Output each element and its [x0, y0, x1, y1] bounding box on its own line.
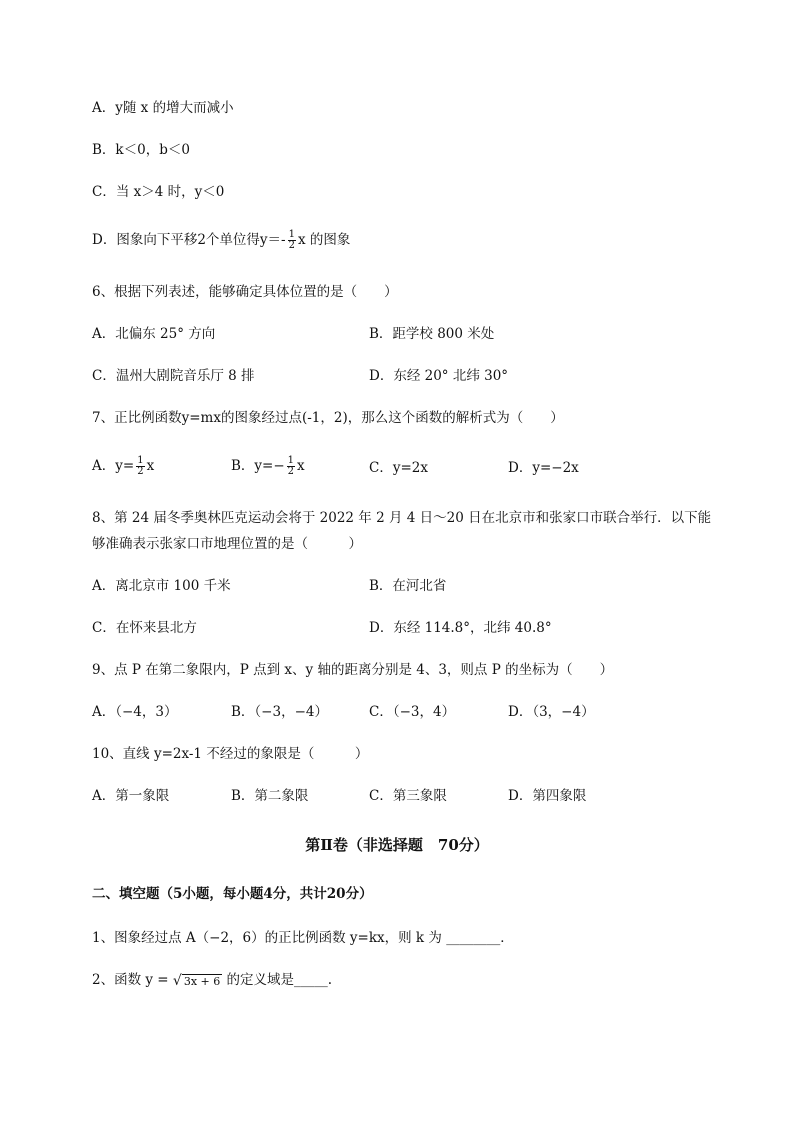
fraction: [136, 456, 144, 477]
q7-option-d: D．y=−2x: [508, 460, 579, 476]
q5-option-d-suffix: x 的图象: [297, 232, 351, 248]
q10-option-a: A．第一象限: [92, 788, 170, 804]
q8-stem-line1: 8、第 24 届冬季奥林匹克运动会将于 2022 年 2 月 4 日～20 日在北京市和张家口市联合举行．以下能: [92, 510, 712, 526]
q6-option-c: C．温州大剧院音乐厅 8 排: [92, 368, 255, 384]
q5-option-d: [92, 230, 350, 251]
q10-stem: 10、直线 y=2x-1 不经过的象限是（ ）: [92, 746, 369, 762]
q5-option-c: C．当 x＞4 时，y＜0: [92, 184, 225, 200]
q7-option-a: [92, 456, 154, 477]
fraction: [288, 230, 296, 251]
q8-option-a: A．离北京市 100 千米: [92, 578, 231, 594]
part2-title: 第Ⅱ卷（非选择题 70分）: [305, 836, 489, 854]
q9-option-c: C．（−3，4）: [369, 704, 456, 720]
q6-option-d: D．东经 20° 北纬 30°: [369, 368, 509, 384]
q8-option-d: D．东经 114.8°，北纬 40.8°: [369, 620, 552, 636]
fill-question-1: 1、图象经过点 A（−2，6）的正比例函数 y=kx，则 k 为 ________．: [92, 930, 514, 946]
radicand: 3x + 6: [183, 974, 221, 988]
q7-option-b: [231, 456, 305, 477]
q9-option-a: A．（−4，3）: [92, 704, 178, 720]
square-root: [173, 971, 222, 991]
fraction-denominator: 2: [137, 466, 144, 477]
fill-question-2: [92, 970, 332, 991]
q5-option-d-prefix: D．图象向下平移2个单位得y＝-: [92, 232, 286, 248]
fraction-numerator: 1: [137, 455, 144, 466]
q9-option-b: B．（−3，−4）: [231, 704, 328, 720]
q8-option-c: C．在怀来县北方: [92, 620, 197, 636]
fraction-denominator: 2: [287, 466, 295, 477]
q7-option-a-prefix: A．y=: [92, 458, 135, 474]
q7-option-a-suffix: x: [146, 458, 155, 474]
q7-option-b-suffix: x: [297, 458, 305, 474]
q10-option-c: C．第三象限: [369, 788, 447, 804]
fraction: [287, 456, 295, 477]
fill-question-2-prefix: 2、函数 y =: [92, 972, 173, 988]
q9-option-d: D．（3，−4）: [508, 704, 595, 720]
q8-option-b: B．在河北省: [369, 578, 447, 594]
fill-section-heading: 二、填空题（5小题，每小题4分，共计20分）: [92, 886, 373, 902]
fill-question-2-suffix: 的定义域是_____.: [222, 972, 333, 988]
q6-stem: 6、根据下列表述，能够确定具体位置的是（ ）: [92, 284, 398, 300]
q7-stem: 7、正比例函数y=mx的图象经过点(-1，2)，那么这个函数的解析式为（ ）: [92, 410, 564, 426]
radical-sign-icon: √: [172, 972, 182, 989]
fraction-numerator: 1: [288, 229, 295, 240]
q9-stem: 9、点 P 在第二象限内，P 点到 x、y 轴的距离分别是 4、3，则点 P 的坐标为（ ）: [92, 662, 614, 678]
q5-option-b: B．k＜0，b＜0: [92, 142, 190, 158]
q5-option-a: A．y随 x 的增大而减小: [92, 100, 234, 116]
q10-option-d: D．第四象限: [508, 788, 587, 804]
q8-stem-line2: 够准确表示张家口市地理位置的是（ ）: [92, 536, 362, 552]
q6-option-a: A．北偏东 25° 方向: [92, 326, 216, 342]
q10-option-b: B．第二象限: [231, 788, 309, 804]
fraction-numerator: 1: [287, 455, 295, 466]
q6-option-b: B．距学校 800 米处: [369, 326, 495, 342]
q7-option-c: C．y=2x: [369, 460, 428, 476]
q7-option-b-prefix: B．y=−: [231, 458, 285, 474]
fraction-denominator: 2: [288, 240, 295, 251]
